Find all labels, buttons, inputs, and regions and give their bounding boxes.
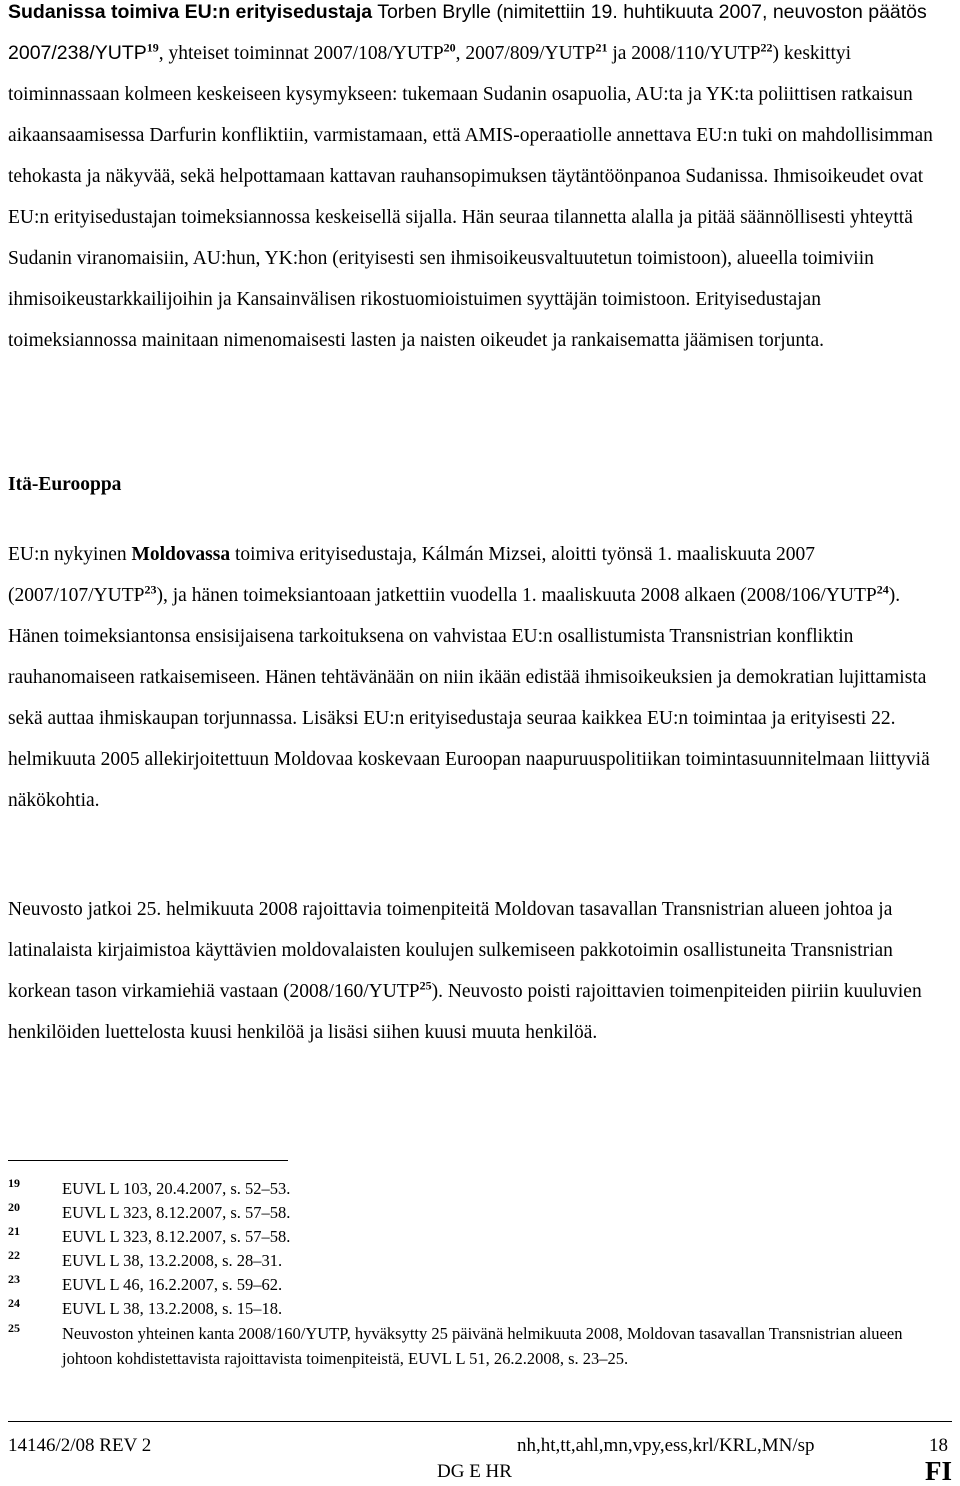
- page-number: 18: [929, 1435, 948, 1456]
- section-heading: Itä-Eurooppa: [8, 474, 122, 495]
- text: , yhteiset toiminnat 2007/108/YUTP: [158, 43, 444, 64]
- footnote-text: EUVL L 38, 13.2.2008, s. 28–31.: [62, 1251, 283, 1270]
- paragraph-sudan: [8, 0, 952, 361]
- text: , 2007/809/YUTP: [455, 43, 596, 64]
- footnote-text: EUVL L 46, 16.2.2007, s. 59–62.: [62, 1275, 283, 1294]
- footnote-ref-24[interactable]: 24: [876, 582, 889, 597]
- footnote-ref-20[interactable]: 20: [443, 40, 456, 55]
- footnote-text: EUVL L 38, 13.2.2008, s. 15–18.: [62, 1299, 283, 1318]
- moldova-bold: Moldovassa: [131, 544, 231, 565]
- footnote-ref-21[interactable]: 21: [595, 40, 608, 55]
- footnote-text: EUVL L 323, 8.12.2007, s. 57–58.: [62, 1227, 291, 1246]
- language-code: FI: [925, 1456, 952, 1486]
- text: toimiva erityisedustaja, Kálmán Mizsei, aloitti työnsä 1. maaliskuuta 2007 (2007/107/YUTP: [8, 544, 815, 606]
- paragraph-council: [8, 889, 952, 1053]
- footnote-text: EUVL L 323, 8.12.2007, s. 57–58.: [62, 1203, 291, 1222]
- text: ) keskittyi toiminnassaan kolmeen keskeiseen kysymykseen: tukemaan Sudanin osapuolia, AU:ta ja YK:ta poliittisen ratkaisun aikaansaamisessa Darfurin konfliktiin, varmistamaan, että AMIS-operaatiolle annettava EU:n tuki on mahdollisimman tehokasta ja näkyvää, sekä helpottamaan kattavan rauhansopimuksen täytäntöönpanoa Sudanissa. Ihmisoikeudet ovat EU:n erityisedustajan toimeksiannossa keskeisellä sijalla. Hän seuraa tilannetta alalla ja pitää säännöllisesti yhteyttä Sudanin viranomaisiin, AU:hun, YK:hon (erityisesti sen ihmisoikeusvaltuutetun toimistoon), alueella toimiviin ihmisoikeustarkkailijoihin ja Kansainvälisen rikostuomioistuimen syyttäjän toimistoon. Erityisedustajan toimeksiannossa mainitaan nimenomaisesti lasten ja naisten oikeudet ja rankaisematta jäämisen torjunta.: [8, 43, 933, 351]
- footnote-number: 25: [8, 1321, 20, 1335]
- document-reference: 14146/2/08 REV 2: [8, 1435, 152, 1456]
- footnote-number: 19: [8, 1176, 20, 1190]
- text: Torben Brylle (nimitettiin 19. huhtikuuta 2007, neuvoston päätös 2007/238/YUTP: [8, 1, 927, 64]
- author-initials: nh,ht,tt,ahl,mn,vpy,ess,krl/KRL,MN/sp: [517, 1435, 815, 1456]
- text: ). Hänen toimeksiantonsa ensisijaisena tarkoituksena on vahvistaa EU:n osallistumista Transnistrian konfliktin rauhanomaiseen ratkaisemiseen. Hänen tehtävänään on niin ikään edistää ihmisoikeuksien ja demokratian lujittamista sekä auttaa ihmiskaupan torjunnassa. Lisäksi EU:n erityisedustaja seuraa kaikkea EU:n toimintaa ja erityisesti 22. helmikuuta 2005 allekirjoitettuun Moldovaa koskevaan Euroopan naapuruuspolitiikan toimintasuunnitelmaan liittyviä näkökohtia.: [8, 585, 930, 811]
- text: EU:n nykyinen: [8, 544, 132, 565]
- footnote-number: 20: [8, 1200, 20, 1214]
- directorate: DG E HR: [437, 1461, 512, 1482]
- footnote-number: 24: [8, 1296, 20, 1310]
- paragraph-moldova: [8, 534, 952, 821]
- footnote-ref-25[interactable]: 25: [419, 978, 432, 993]
- footnote-ref-23[interactable]: 23: [144, 582, 157, 597]
- footnote-ref-22[interactable]: 22: [760, 40, 773, 55]
- text: ). Neuvosto poisti rajoittavien toimenpiteiden piiriin kuuluvien henkilöiden luettelosta kuusi henkilöä ja lisäsi siihen kuusi muuta henkilöä.: [8, 981, 922, 1043]
- footer-divider: [8, 1421, 952, 1422]
- footnote-number: 23: [8, 1272, 20, 1286]
- text: ja 2008/110/YUTP: [607, 43, 761, 64]
- footnote-text: EUVL L 103, 20.4.2007, s. 52–53.: [62, 1179, 291, 1198]
- footnote-divider: [8, 1160, 288, 1161]
- footnote-ref-19[interactable]: 19: [146, 40, 159, 55]
- footnote-text: Neuvoston yhteinen kanta 2008/160/YUTP, hyväksytty 25 päivänä helmikuuta 2008, Moldovan tasavallan Transnistrian alueen johtoon kohdistettavista rajoittavista toimenpiteistä, EUVL L 51, 26.2.2008, s. 23–25.: [62, 1324, 903, 1368]
- footnote-number: 22: [8, 1248, 20, 1262]
- sudan-lead: Sudanissa toimiva EU:n erityisedustaja: [8, 1, 373, 23]
- text: Neuvosto jatkoi 25. helmikuuta 2008 rajoittavia toimenpiteitä Moldovan tasavallan Transnistrian alueen johtoa ja latinalaista kirjaimistoa käyttävien moldovalaisten koulujen sulkemiseen pakkotoimin osallistuneita Transnistrian korkean tason virkamiehiä vastaan (2008/160/YUTP: [8, 899, 893, 1002]
- text: ), ja hänen toimeksiantoaan jatkettiin vuodella 1. maaliskuuta 2008 alkaen (2008/106/YUTP: [156, 585, 877, 606]
- footnote-number: 21: [8, 1224, 20, 1238]
